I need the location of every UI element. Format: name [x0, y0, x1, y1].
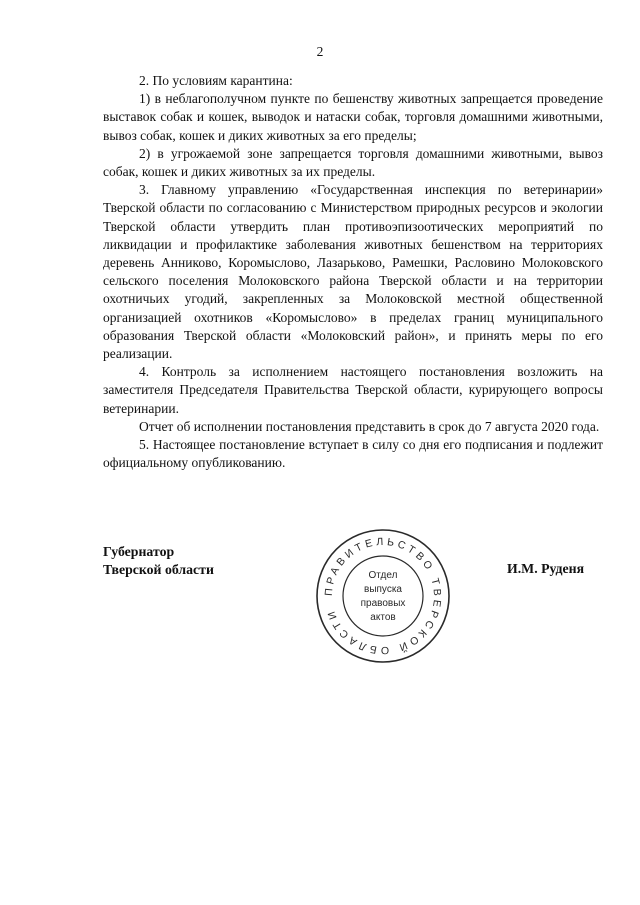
stamp-center-line-2: выпуска	[364, 584, 402, 595]
stamp-ring-text: ПРАВИТЕЛЬСТВО ТВЕРСКОЙ ОБЛАСТИ	[322, 535, 444, 657]
paragraph-unfavorable-point: 1) в неблагополучном пункте по бешенству животных запрещается проведение выставок собак и кошек, выводок и натаски собак, торговля домашними животными, вывоз собак, кошек и диких животных за его пределы;	[103, 91, 603, 143]
document-body	[103, 72, 603, 472]
signatory-title: Губернатор	[103, 544, 175, 559]
signatory-name: И.М. Руденя	[507, 561, 585, 576]
page-number: 2	[316, 44, 324, 59]
paragraph-veterinary-plan: 3. Главному управлению «Государственная инспекция по ветеринарии» Тверской области по согласованию с Министерством природных ресурсов и экологии Тверской области утвердить план противоэпизоотических мероприятий по ликвидации и профилактике заболевания животных бешенством на территориях деревень Анниково, Коромыслово, Лазарьково, Рамешки, Расловино Молоковского сельского поселения Молоковского района Тверской области и на территории охотничьих угодий, закрепленных за Молоковской местной общественной организацией охотников «Коромыслово» в пределах границ муниципального образования Тверской области «Молоковский район», и принять меры по его реализации.	[103, 182, 603, 362]
stamp-outer-ring	[317, 530, 449, 662]
stamp-center-line-3: правовых	[360, 598, 406, 609]
paragraph-quarantine-conditions: 2. По условиям карантина:	[139, 73, 293, 88]
signatory-region: Тверской области	[103, 562, 214, 577]
signatory-position	[103, 543, 214, 579]
paragraph-effective-date: 5. Настоящее постановление вступает в силу со дня его подписания и подлежит официальному опубликованию.	[103, 437, 603, 471]
official-stamp	[312, 525, 454, 667]
stamp-center-line-1: Отдел	[368, 570, 398, 581]
paragraph-threatened-zone: 2) в угрожаемой зоне запрещается торговля домашними животными, вывоз собак, кошек и диких животных за их пределы.	[103, 145, 603, 180]
stamp-center-line-4: актов	[370, 612, 396, 623]
paragraph-report-deadline: Отчет об исполнении постановления представить в срок до 7 августа 2020 года.	[139, 418, 600, 434]
stamp-inner-ring	[343, 556, 423, 636]
paragraph-control: 4. Контроль за исполнением настоящего постановления возложить на заместителя Председателя Правительства Тверской области, курирующего вопросы ветеринарии.	[103, 364, 603, 416]
